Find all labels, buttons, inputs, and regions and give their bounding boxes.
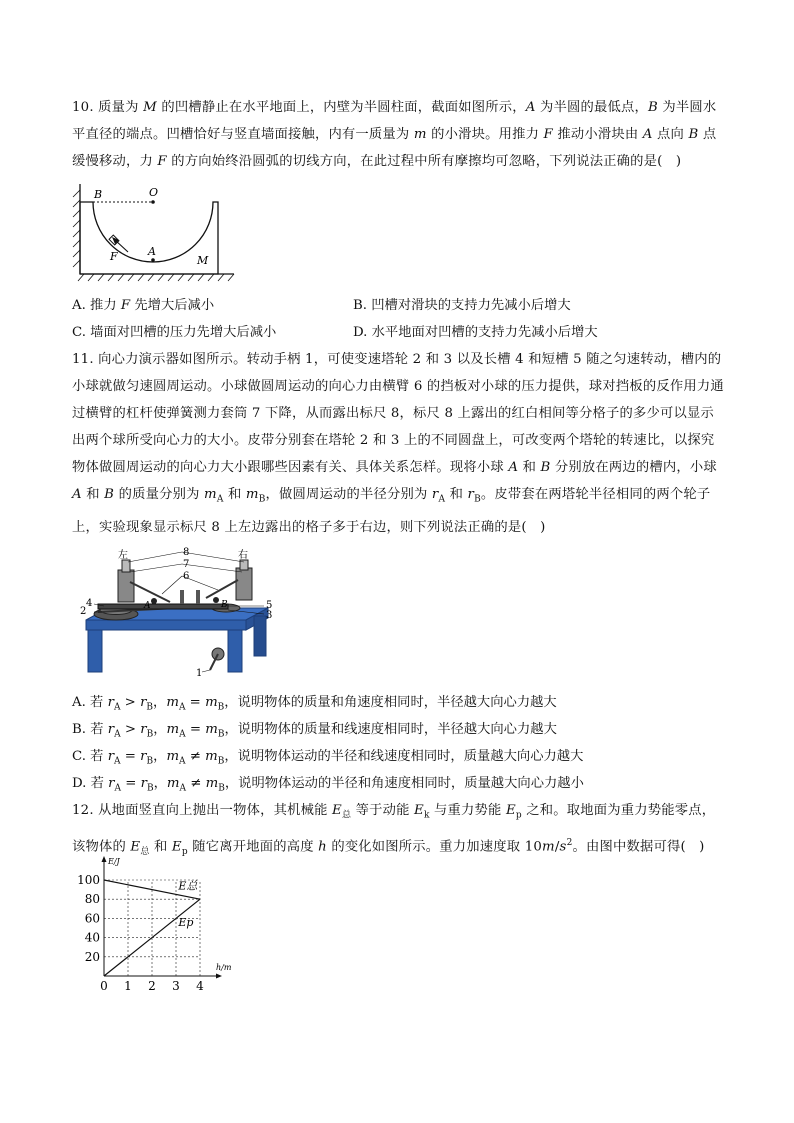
y-axis-arrow (102, 856, 107, 862)
series-label-e-total: E总 (178, 879, 198, 893)
question-12-stem: 12. 从地面竖直向上抛出一物体，其机械能 $E_总$ 等于动能 $E_k$ 与重力势能 $E_p$ 之和。取地面为重力势能零点，该物体的 $E_总$ 和 $E_p$ 随它离开地面的高度 h 的变化如图所示。重力加速度取 $10m/s^2$。由图中数据可得( ) (72, 803, 716, 857)
series-label-ep: Ep (178, 916, 194, 930)
label-m: M (197, 254, 209, 267)
table-leg-back (254, 616, 266, 656)
x-tick-label: 0 (100, 979, 108, 993)
label-8: 8 (183, 547, 190, 558)
q10-option-c: C. 墙面对凹槽的压力先增大后减小 (72, 325, 277, 340)
groove-figure (70, 182, 240, 286)
label-1: 1 (196, 668, 203, 679)
question-11-stem: 11. 向心力演示器如图所示。转动手柄 1，可使变速塔轮 2 和 3 以及长槽 4 和短槽 5 随之匀速转动，槽内的小球就做匀速圆周运动。小球做圆周运动的向心力由横臂 6 的挡板对小球的压力提供，球对挡板的反作用力通过横臂的杠杆使弹簧测力套筒 7 下降，从而露出标尺 8，标尺 8 上露出的红白相间等分格子的多少可以显示出两个球所受向心力的大小。皮带分别套在塔轮 2 和 3 上的不同圆盘上，可改变两个塔轮的转速比，以探究物体做圆周运动的向心力大小跟哪些因素有关、具体关系怎样。现将小球 A 和 B 分别放在两边的槽内，小球 A 和 B 的质量分别为 $m_A$ 和 $m_B$，做圆周运动的半径分别为 $r_A$ 和 $r_B$。皮带套在两塔轮半径相同的两个轮子上，实验现象显示标尺 8 上左边露出的格子多于右边，则下列说法正确的是( ) (72, 352, 724, 535)
table-leg-left (88, 630, 102, 672)
q11-option-a: A. 若 $r_A > r_B$，$m_A = m_B$，说明物体的质量和角速度相同时，半径越大向心力越大 (72, 695, 557, 713)
q10-option-a: A. 推力 F 先增大后减小 (72, 298, 215, 313)
q11-option-b: B. 若 $r_A > r_B$，$m_A = m_B$，说明物体的质量和线速度相同时，半径越大向心力越大 (72, 722, 557, 740)
spring-sleeve-left (118, 570, 134, 602)
question-10 (72, 94, 724, 175)
label-ball-a: A (144, 601, 151, 611)
groove-bar (98, 604, 228, 609)
post-right (196, 590, 200, 604)
label-2: 2 (80, 606, 87, 617)
spring-sleeve-right (236, 568, 252, 600)
question-10-stem: 10. 质量为 M 的凹槽静止在水平地面上，内壁为半圆柱面，截面如图所示，A 为半圆的最低点，B 为半圆水平直径的端点。凹槽恰好与竖直墙面接触，内有一质量为 m 的小滑块。用推力 F 推动小滑块由 A 点向 B 点缓慢移动，力 F 的方向始终沿圆弧的切线方向，在此过程中所有摩擦均可忽略，下列说法正确的是( ) (72, 100, 717, 169)
y-tick-label: 100 (77, 873, 100, 887)
label-4: 4 (86, 598, 93, 609)
y-tick-label: 20 (84, 949, 100, 964)
x-tick-label: 3 (172, 979, 180, 993)
x-tick-label: 4 (196, 979, 204, 993)
ball-a (151, 598, 157, 604)
q10-option-d: D. 水平地面对凹槽的支持力先减小后增大 (353, 325, 598, 340)
y-axis-label: E/J (108, 857, 120, 866)
label-ball-b: B (221, 600, 228, 610)
wall-hatch (73, 190, 80, 267)
label-3: 3 (266, 610, 273, 621)
label-a: A (148, 245, 156, 258)
label-o: O (149, 186, 159, 199)
ground-hatch (78, 274, 234, 281)
label-f: F (110, 250, 118, 263)
y-tick-label: 40 (84, 930, 100, 945)
centripetal-apparatus-figure (78, 546, 278, 682)
table-leg-right (228, 630, 242, 672)
label-left: 左 (118, 550, 128, 561)
arm-right (206, 580, 238, 598)
lowest-point-a (151, 258, 155, 262)
ball-b (213, 597, 219, 603)
center-point-o (151, 200, 155, 204)
post-left (180, 590, 184, 604)
question-11 (72, 346, 724, 541)
y-tick-label: 60 (84, 911, 100, 926)
q10-option-b: B. 凹槽对滑块的支持力先减小后增大 (353, 298, 571, 313)
x-tick-label: 2 (148, 979, 156, 993)
y-tick-label: 80 (84, 892, 100, 907)
q11-option-d: D. 若 $r_A = r_B$，$m_A \ne m_B$，说明物体运动的半径和角速度相同时，质量越大向心力越小 (72, 776, 584, 794)
label-6: 6 (183, 571, 190, 582)
q11-option-c: C. 若 $r_A = r_B$，$m_A \ne m_B$，说明物体运动的半径和线速度相同时，质量越大向心力越大 (72, 749, 584, 767)
label-b: B (94, 188, 103, 201)
x-tick-label: 1 (124, 979, 132, 993)
label-7: 7 (183, 559, 190, 570)
label-right: 右 (238, 550, 248, 561)
x-axis-label: h/m (216, 963, 232, 972)
energy-height-chart (77, 856, 250, 993)
label-5: 5 (266, 600, 273, 611)
x-axis-arrow (216, 974, 222, 979)
table-front (86, 620, 246, 630)
